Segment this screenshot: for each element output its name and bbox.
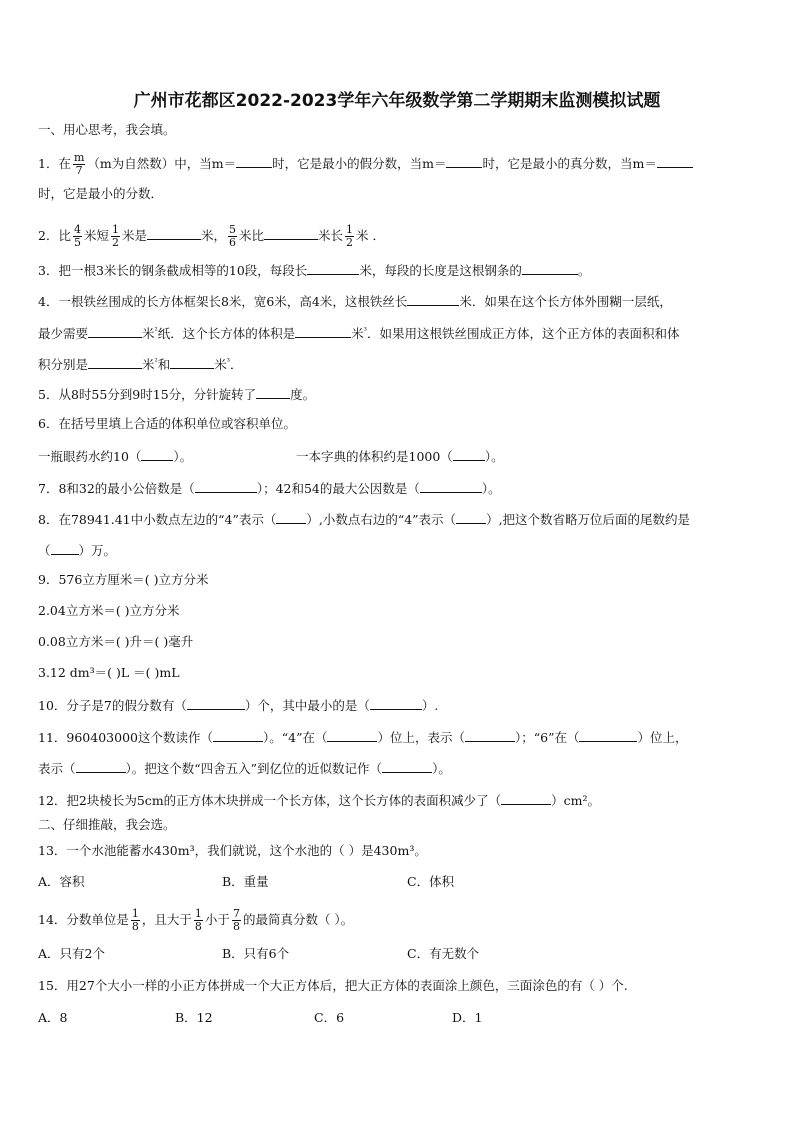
question-1-line-2: 时，它是最小的分数． xyxy=(38,186,164,201)
question-4-line-3: 积分别是 米$^{^2}$和 米$^{^3}$． xyxy=(38,357,243,373)
option-d[interactable]: D．1 xyxy=(452,1010,483,1025)
question-12: 12．把2块棱长为5cm的正方体木块拼成一个长方体，这个长方体的表面积减少了（ ）cm²。 xyxy=(38,793,601,808)
answer-blank[interactable] xyxy=(213,728,263,742)
answer-blank[interactable] xyxy=(195,479,257,493)
question-9-line-3: 0.08立方米＝( )升＝( )毫升 xyxy=(38,634,194,649)
fraction: $\frac{5}{6}$ xyxy=(229,223,236,249)
answer-blank[interactable] xyxy=(453,447,485,461)
answer-blank[interactable] xyxy=(382,759,432,773)
answer-blank[interactable] xyxy=(147,226,201,240)
question-13: 13．一个水池能蓄水430m³，我们就说，这个水池的（ ）是430m³。 xyxy=(38,843,427,858)
question-9-line-4: 3.12 dm³＝( )L ＝( )mL xyxy=(38,665,180,680)
option-c[interactable]: C．6 xyxy=(314,1010,345,1025)
answer-blank[interactable] xyxy=(501,791,551,805)
answer-blank[interactable] xyxy=(264,226,318,240)
question-2: 2．比 $\frac{4}{5}$ 米短 $\frac{1}{2}$ 米是 米， $\frac{5}{6}$ 米比 米长 $\frac{1}{2}$ 米 ． xyxy=(38,223,386,249)
fraction: $\frac{1}{8}$ xyxy=(131,907,139,933)
answer-blank[interactable] xyxy=(657,154,693,168)
section-1-heading: 一、用心思考，我会填。 xyxy=(38,122,176,137)
answer-blank[interactable] xyxy=(522,261,578,275)
answer-blank[interactable] xyxy=(456,510,486,524)
question-9-line-1: 9．576立方厘米＝( )立方分米 xyxy=(38,572,209,587)
fraction: $\frac{1}{8}$ xyxy=(194,907,202,933)
question-6: 6．在括号里填上合适的体积单位或容积单位。 xyxy=(38,416,296,431)
answer-blank[interactable] xyxy=(446,154,482,168)
option-a[interactable]: A．只有2个 xyxy=(38,946,105,961)
option-b[interactable]: B．只有6个 xyxy=(222,946,290,961)
answer-blank[interactable] xyxy=(307,261,359,275)
question-11-line-2: 表示（ ）。把这个数“四舍五入”到亿位的近似数记作（ ）。 xyxy=(38,761,451,776)
answer-blank[interactable] xyxy=(170,355,214,369)
question-11: 11．960403000这个数读作（ ）。“4”在（ ）位上，表示（ ）；“6”在（ ）位上， xyxy=(38,730,688,745)
answer-blank[interactable] xyxy=(579,728,637,742)
question-4: 4．一根铁丝围成的长方体框架长8米，宽6米，高4米，这根铁丝长 米．如果在这个长方体外围糊一层纸， xyxy=(38,294,672,309)
question-1: 1．在 $\frac{m}{7}$ （m为自然数）中，当m＝ 时，它是最小的假分数，当m＝ 时，它是最小的真分数，当m＝ xyxy=(38,152,758,177)
fraction: $\frac{4}{5}$ xyxy=(73,223,81,249)
answer-blank[interactable] xyxy=(420,479,482,493)
section-2-heading: 二、仔细推敲，我会选。 xyxy=(38,817,176,832)
question-15: 15．用27个大小一样的小正方体拼成一个大正方体后，把大正方体的表面涂上颜色，三面涂色的有（ ）个. xyxy=(38,978,628,993)
answer-blank[interactable] xyxy=(276,510,306,524)
question-10: 10．分子是7的假分数有（ ）个，其中最小的是（ ）. xyxy=(38,698,439,713)
answer-blank[interactable] xyxy=(465,728,515,742)
answer-blank[interactable] xyxy=(295,324,351,338)
option-c[interactable]: C．有无数个 xyxy=(407,946,480,961)
option-b[interactable]: B．12 xyxy=(175,1010,213,1025)
option-c[interactable]: C．体积 xyxy=(407,874,455,889)
question-3: 3．把一根3米长的钢条截成相等的10段，每段长 米，每段的长度是这根钢条的 。 xyxy=(38,263,591,278)
fraction: $\frac{1}{2}$ xyxy=(346,223,354,249)
question-7: 7．8和32的最小公倍数是（ ）；42和54的最大公因数是（ ）。 xyxy=(38,481,501,496)
answer-blank[interactable] xyxy=(141,447,173,461)
answer-blank[interactable] xyxy=(407,292,459,306)
answer-blank[interactable] xyxy=(370,696,422,710)
answer-blank[interactable] xyxy=(88,355,142,369)
question-6-items: 一瓶眼药水约10（ ）。 一本字典的体积约是1000（ ）。 xyxy=(38,449,504,464)
fraction-m-over-7: $\frac{m}{7}$ xyxy=(73,151,85,177)
page-title: 广州市花都区2022-2023学年六年级数学第二学期期末监测模拟试题 xyxy=(133,91,661,111)
fraction: $\frac{7}{8}$ xyxy=(232,907,240,933)
answer-blank[interactable] xyxy=(236,154,272,168)
question-8: 8．在78941.41中小数点左边的“4”表示（ ）,小数点右边的“4”表示（ ）,把这个数省略万位后面的尾数约是 xyxy=(38,512,691,527)
question-4-line-2: 最少需要 米$^{^2}$纸．这个长方体的体积是 米$^{^3}$．如果用这根铁丝围成正方体，这个正方体的表面积和体 xyxy=(38,326,680,342)
option-a[interactable]: A．8 xyxy=(38,1010,68,1025)
fraction: $\frac{1}{2}$ xyxy=(111,223,119,249)
question-8-line-2: （ ）万。 xyxy=(38,543,117,558)
answer-blank[interactable] xyxy=(88,324,142,338)
option-a[interactable]: A．容积 xyxy=(38,874,85,889)
question-14: 14．分数单位是 $\frac{1}{8}$ ，且大于 $\frac{1}{8}$ 小于 $\frac{7}{8}$ 的最简真分数（ ）。 xyxy=(38,907,354,933)
question-9-line-2: 2.04立方米＝( )立方分米 xyxy=(38,603,180,618)
answer-blank[interactable] xyxy=(51,541,79,555)
question-6-item-2: 一本字典的体积约是1000（ ）。 xyxy=(296,449,504,464)
answer-blank[interactable] xyxy=(256,385,290,399)
answer-blank[interactable] xyxy=(187,696,245,710)
question-5: 5．从8时55分到9时15分，分针旋转了 度。 xyxy=(38,387,316,402)
answer-blank[interactable] xyxy=(327,728,377,742)
answer-blank[interactable] xyxy=(76,759,126,773)
option-b[interactable]: B．重量 xyxy=(222,874,269,889)
